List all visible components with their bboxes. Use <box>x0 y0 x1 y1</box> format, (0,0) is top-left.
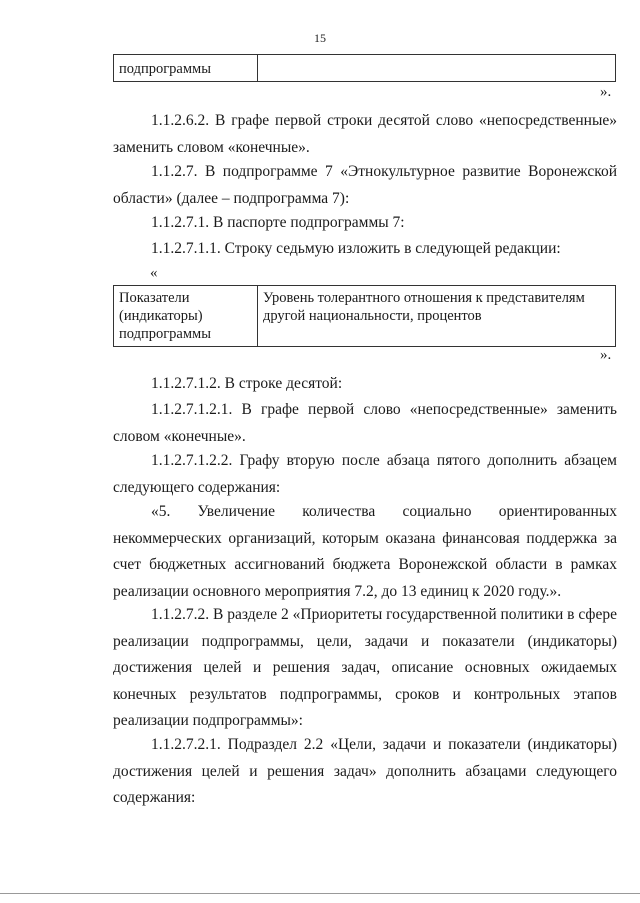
paragraph-1-1-2-7-2: 1.1.2.7.2. В разделе 2 «Приоритеты государственной политики в сфере реализации подпрограммы, цели, задачи и показатели (индикаторы) достижения целей и решения задач, описание основных ожидаемых конечных результатов подпрограммы, сроков и контрольных этапов реализации подпрограммы»: <box>113 606 617 729</box>
page-number: 15 <box>314 31 326 45</box>
opening-quote: « <box>150 265 158 281</box>
table-fragment-top <box>113 54 616 82</box>
paragraph-1-1-2-7-1: 1.1.2.7.1. В паспорте подпрограммы 7: <box>151 214 405 231</box>
paragraph-1-1-2-7: 1.1.2.7. В подпрограмме 7 «Этнокультурное развитие Воронежской области» (далее – подпрограмма 7): <box>113 163 617 207</box>
closing-quote: ». <box>600 347 612 363</box>
table-cell-indicators: Показатели (индикаторы) подпрограммы <box>114 286 258 347</box>
table-cell-value <box>258 55 616 82</box>
table-cell-tolerance-level: Уровень толерантного отношения к представителям другой национальности, процентов <box>258 286 616 347</box>
paragraph-1-1-2-7-1-2: 1.1.2.7.1.2. В строке десятой: <box>151 375 343 392</box>
paragraph-1-1-2-7-1-2-1: 1.1.2.7.1.2.1. В графе первой слово «непосредственные» заменить словом «конечные». <box>113 401 617 445</box>
table-cell-label: подпрограммы <box>114 55 258 82</box>
paragraph-1-1-2-6-2: 1.1.2.6.2. В графе первой строки десятой слово «непосредственные» заменить словом «конечные». <box>113 112 617 156</box>
table-row-seven <box>113 285 616 347</box>
paragraph-1-1-2-7-1-2-2: 1.1.2.7.1.2.2. Графу вторую после абзаца пятого дополнить абзацем следующего содержания: <box>113 452 617 496</box>
paragraph-1-1-2-7-1-1: 1.1.2.7.1.1. Строку седьмую изложить в следующей редакции: <box>151 240 561 257</box>
paragraph-1-1-2-7-2-1: 1.1.2.7.2.1. Подраздел 2.2 «Цели, задачи и показатели (индикаторы) достижения целей и решения задач» дополнить абзацами следующего содержания: <box>113 736 617 806</box>
closing-quote: ». <box>600 84 612 100</box>
paragraph-quote-5: «5. Увеличение количества социально ориентированных некоммерческих организаций, которым оказана финансовая поддержка за счет бюджетных ассигнований бюджета Воронежской области в рамках реализации основного мероприятия 7.2, до 13 единиц к 2020 году.». <box>113 503 617 600</box>
page-bottom-edge <box>0 893 640 894</box>
